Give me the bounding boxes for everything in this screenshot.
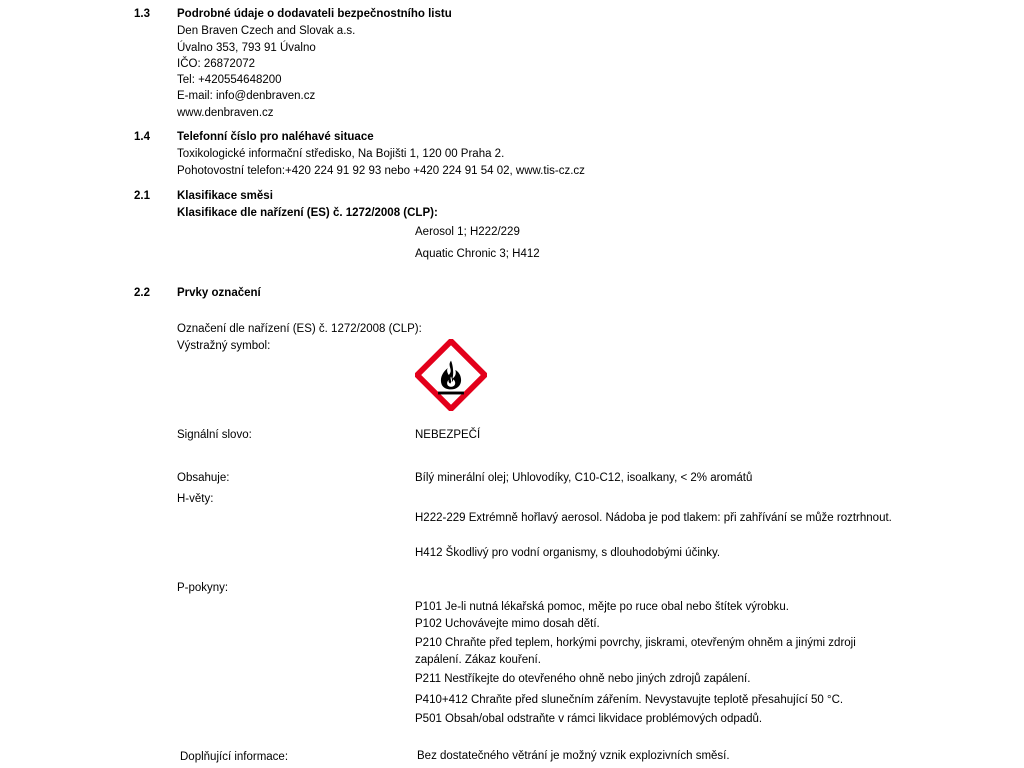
label-p-statements: P-pokyny: [177, 582, 229, 594]
supplier-website: www.denbraven.cz [177, 107, 274, 119]
label-hazard-symbol: Výstražný symbol: [177, 340, 271, 352]
section-title-supplier: Podrobné údaje o dodavateli bezpečnostního listu [177, 8, 452, 20]
section-title-label-elements: Prvky označení [177, 287, 261, 299]
p-statement-p410: P410+412 Chraňte před slunečním zářením. Nevystavujte teplotě přesahující 50 °C. [415, 694, 844, 706]
section-title-emergency-phone: Telefonní číslo pro naléhavé situace [177, 131, 374, 143]
p-statement-p501: P501 Obsah/obal odstraňte v rámci likvidace problémových odpadů. [415, 713, 763, 725]
section-number-2-2: 2.2 [134, 287, 150, 299]
emergency-phone: Pohotovostní telefon:+420 224 91 92 93 nebo +420 224 91 54 02, www.tis-cz.cz [177, 165, 585, 177]
h-statement-h412: H412 Škodlivý pro vodní organismy, s dlouhodobými účinky. [415, 547, 721, 559]
supplier-address: Úvalno 353, 793 91 Úvalno [177, 42, 316, 54]
emergency-center: Toxikologické informační středisko, Na Bojišti 1, 120 00 Praha 2. [177, 148, 505, 160]
classification-aerosol: Aerosol 1; H222/229 [415, 226, 520, 238]
label-h-statements: H-věty: [177, 493, 214, 505]
p-statement-p101: P101 Je-li nutná lékařská pomoc, mějte po ruce obal nebo štítek výrobku. [415, 601, 789, 613]
p-statement-p210: P210 Chraňte před teplem, horkými povrchy, jiskrami, otevřeným ohněm a jinými zdroji zapálení. Zákaz kouření. [415, 637, 856, 666]
signal-word: NEBEZPEČÍ [415, 429, 481, 441]
label-regulation: Označení dle nařízení (ES) č. 1272/2008 (CLP): [177, 323, 422, 335]
flame-pictogram [415, 339, 487, 411]
h-statement-h222: H222-229 Extrémně hořlavý aerosol. Nádoba je pod tlakem: při zahřívání se může roztrhnout. [415, 512, 892, 524]
section-number-2-1: 2.1 [134, 190, 150, 202]
p-statement-p211: P211 Nestříkejte do otevřeného ohně nebo jiných zdrojů zapálení. [415, 673, 751, 685]
supplier-email: E-mail: info@denbraven.cz [177, 90, 316, 102]
label-contains: Obsahuje: [177, 472, 230, 484]
supplier-name: Den Braven Czech and Slovak a.s. [177, 25, 356, 37]
section-number-1-4: 1.4 [134, 131, 150, 143]
section-number-1-3: 1.3 [134, 8, 150, 20]
classification-regulation: Klasifikace dle nařízení (ES) č. 1272/2008 (CLP): [177, 207, 438, 219]
section-title-classification: Klasifikace směsi [177, 190, 273, 202]
supplier-ico: IČO: 26872072 [177, 58, 256, 70]
classification-aquatic: Aquatic Chronic 3; H412 [415, 248, 540, 260]
label-additional-info: Doplňující informace: [180, 751, 289, 763]
supplier-phone: Tel: +420554648200 [177, 74, 282, 86]
contains-value: Bílý minerální olej; Uhlovodíky, C10-C12, isoalkany, < 2% aromátů [415, 472, 753, 484]
additional-info: Bez dostatečného větrání je možný vznik explozivních směsí. [417, 750, 730, 762]
label-signal-word: Signální slovo: [177, 429, 252, 441]
p-statement-p102: P102 Uchovávejte mimo dosah dětí. [415, 618, 600, 630]
